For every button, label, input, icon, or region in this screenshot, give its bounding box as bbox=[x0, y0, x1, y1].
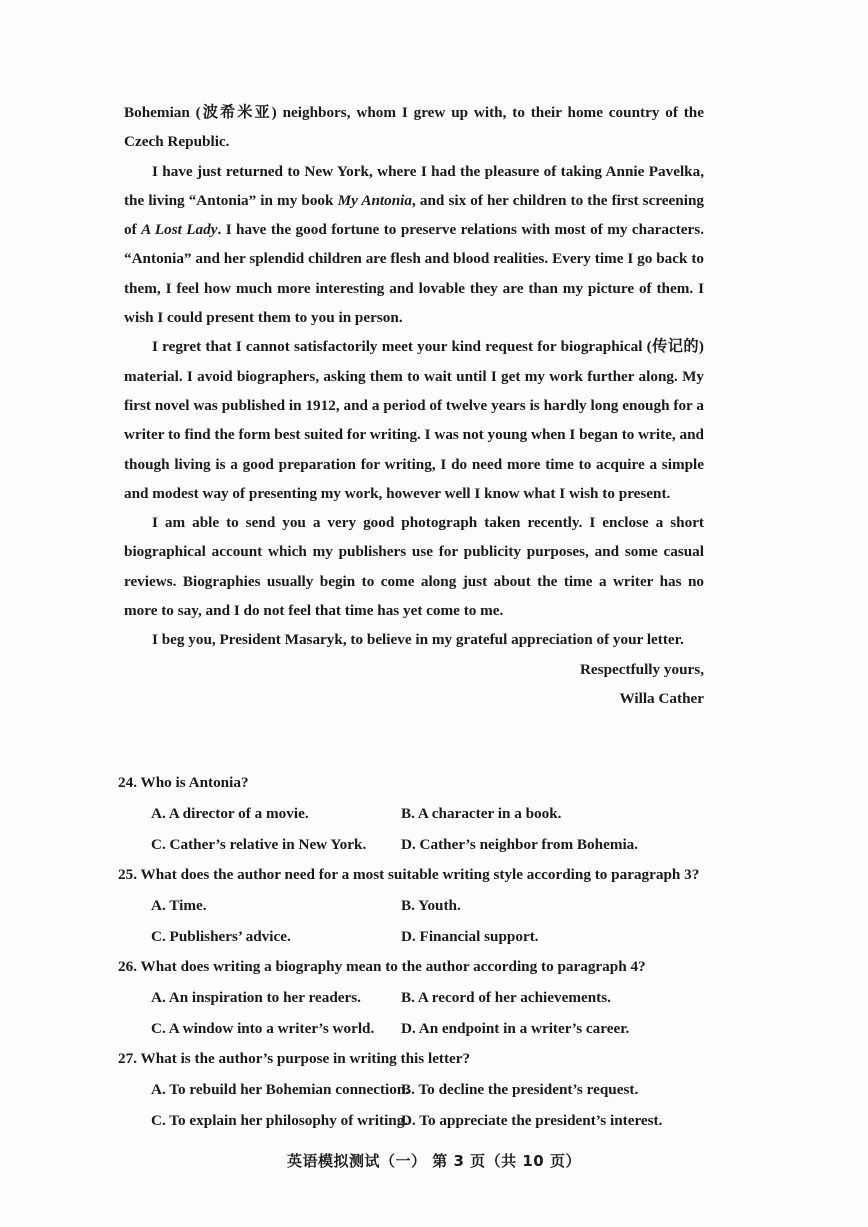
option-row bbox=[118, 1013, 718, 1044]
option-row bbox=[118, 829, 718, 860]
question-stem: 25. What does the author need for a most suitable writing style according to paragraph 3? bbox=[118, 866, 700, 883]
passage-paragraph-2 bbox=[124, 157, 704, 333]
option-a: A. To rebuild her Bohemian connection. bbox=[151, 1081, 410, 1098]
option-b: B. Youth. bbox=[401, 897, 461, 914]
paragraph-2-text-b: , and six of her children to the first screening of bbox=[124, 191, 704, 239]
passage-paragraph-1: Bohemian (波希米亚) neighbors, whom I grew up with, to their home country of the Czech Republic. bbox=[124, 104, 704, 151]
question-26 bbox=[118, 952, 718, 1044]
film-title-a-lost-lady: A Lost Lady bbox=[141, 221, 218, 239]
paragraph-2-text-c: . I have the good fortune to preserve relations with most of my characters. “Antonia” and her splendid children are flesh and blood realities. Every time I go back to them, I feel how much more interesting and lovable they are than my picture of them. I wish I could present them to you in person. bbox=[124, 221, 704, 327]
option-row bbox=[118, 1074, 718, 1105]
question-stem: 27. What is the author’s purpose in writing this letter? bbox=[118, 1050, 471, 1067]
book-title-my-antonia: My Antonia bbox=[337, 191, 412, 209]
page-footer: 英语模拟测试（一） 第 3 页（共 10 页） bbox=[287, 1152, 581, 1170]
question-25 bbox=[118, 860, 718, 952]
passage-paragraph-4: I am able to send you a very good photograph taken recently. I enclose a short biographical account which my publishers use for publicity purposes, and some casual reviews. Biographies usually begin to come along just about the time a writer has no more to say, and I do not feel that time has yet come to me. bbox=[124, 514, 704, 620]
option-row bbox=[118, 798, 718, 829]
option-c: C. Cather’s relative in New York. bbox=[151, 836, 367, 853]
option-b: B. A character in a book. bbox=[401, 805, 562, 822]
option-row bbox=[118, 921, 718, 952]
passage-paragraph-3: I regret that I cannot satisfactorily meet your kind request for biographical (传记的) material. I avoid biographers, asking them to wait until I get my work further along. My first novel was published in 1912, and a period of twelve years is hardly long enough for a writer to find the form best suited for writing. I was not young when I began to write, and though living is a good preparation for writing, I do need more time to acquire a simple and modest way of presenting my work, however well I know what I wish to present. bbox=[124, 338, 704, 502]
question-stem: 26. What does writing a biography mean to the author according to paragraph 4? bbox=[118, 958, 646, 975]
option-a: A. Time. bbox=[151, 897, 207, 914]
question-27 bbox=[118, 1044, 718, 1136]
letter-signature: Willa Cather bbox=[619, 689, 704, 707]
question-stem: 24. Who is Antonia? bbox=[118, 774, 249, 791]
option-a: A. An inspiration to her readers. bbox=[151, 989, 361, 1006]
option-c: C. Publishers’ advice. bbox=[151, 928, 291, 945]
option-a: A. A director of a movie. bbox=[151, 805, 309, 822]
option-d: D. An endpoint in a writer’s career. bbox=[401, 1020, 630, 1037]
question-24 bbox=[118, 768, 718, 860]
option-d: D. To appreciate the president’s interest. bbox=[401, 1112, 663, 1129]
option-c: C. A window into a writer’s world. bbox=[151, 1020, 375, 1037]
option-d: D. Cather’s neighbor from Bohemia. bbox=[401, 836, 639, 853]
letter-closing: Respectfully yours, bbox=[579, 660, 704, 678]
question-list bbox=[118, 768, 718, 1136]
paragraph-2-text-a: I have just returned to New York, where I had the pleasure of taking Annie Pavelka, the living “Antonia” in my book bbox=[124, 162, 704, 209]
option-row bbox=[118, 1105, 718, 1136]
option-d: D. Financial support. bbox=[401, 928, 539, 945]
option-b: B. A record of her achievements. bbox=[401, 989, 611, 1006]
option-row bbox=[118, 982, 718, 1013]
reading-passage bbox=[124, 98, 704, 713]
option-b: B. To decline the president’s request. bbox=[401, 1081, 639, 1098]
option-c: C. To explain her philosophy of writing. bbox=[151, 1112, 409, 1129]
option-row bbox=[118, 890, 718, 921]
passage-paragraph-5: I beg you, President Masaryk, to believe in my grateful appreciation of your letter. bbox=[152, 631, 684, 649]
